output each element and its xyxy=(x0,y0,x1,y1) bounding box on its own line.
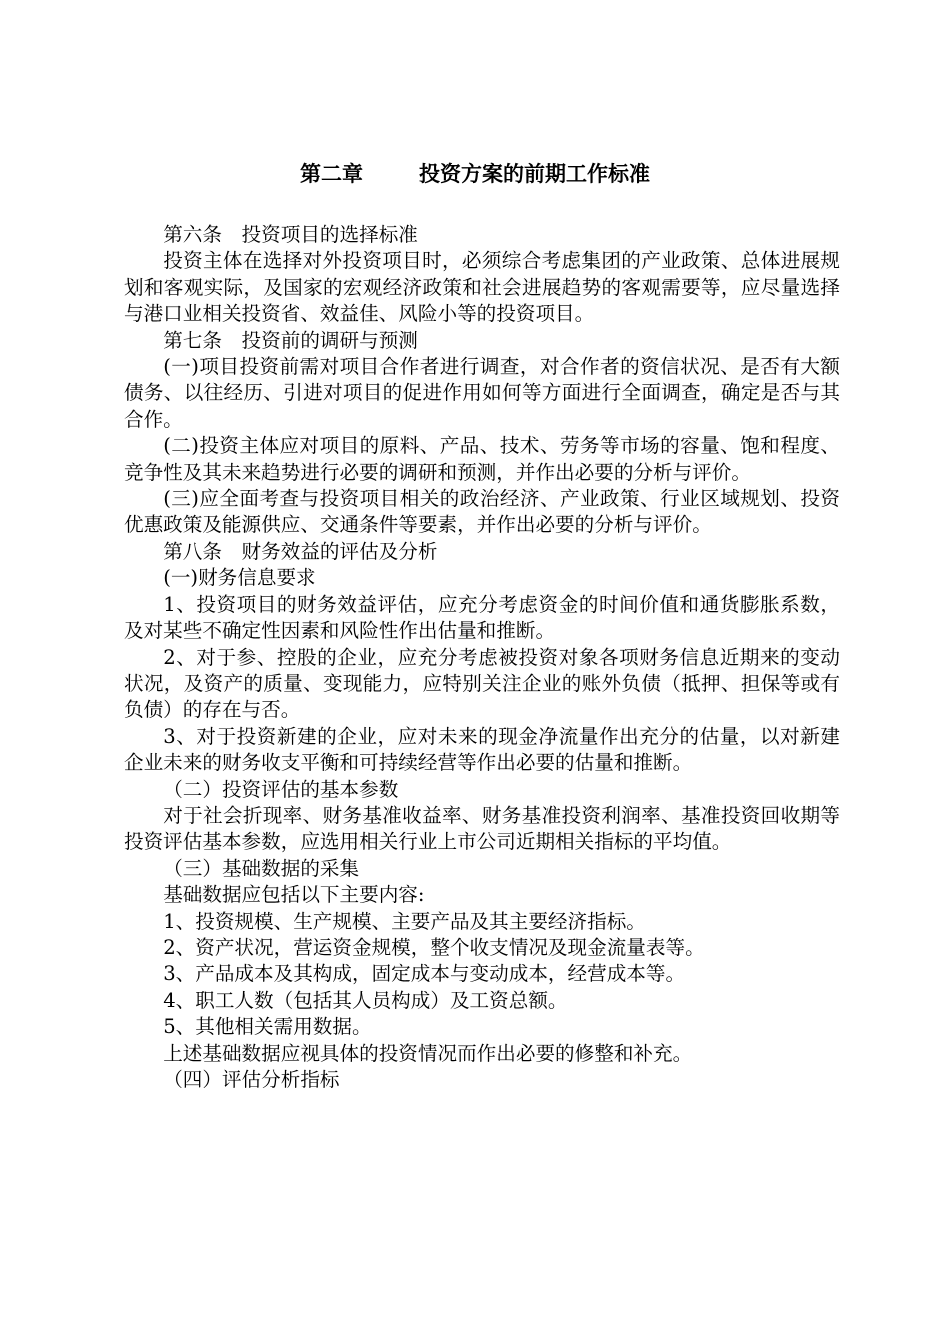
financial-info-item-1: 1、投资项目的财务效益评估，应充分考虑资金的时间价值和通货膨胀系数，及对某些不确定性因素和风险性作出估量和推断。 xyxy=(124,592,840,643)
chapter-body xyxy=(124,222,840,1093)
financial-info-item-2: 2、对于参、控股的企业，应充分考虑被投资对象各项财务信息近期来的变动状况，及资产的质量、变现能力，应特别关注企业的账外负债（抵押、担保等或有负债）的存在与否。 xyxy=(124,645,840,722)
section-indicators-heading: （四）评估分析指标 xyxy=(163,1068,340,1091)
data-collection-item-5: 5、其他相关需用数据。 xyxy=(163,1015,372,1039)
section-financial-info-heading: (一)财务信息要求 xyxy=(163,566,316,590)
data-collection-item-4: 4、职工人数（包括其人员构成）及工资总额。 xyxy=(163,988,568,1012)
section-parameters-heading: （二）投资评估的基本参数 xyxy=(163,777,399,801)
article-8-heading: 第八条 财务效益的评估及分析 xyxy=(163,539,438,563)
chapter-title-text: 投资方案的前期工作标准 xyxy=(419,162,650,186)
article-6-heading: 第六条 投资项目的选择标准 xyxy=(163,223,418,246)
article-7-item-2: (二)投资主体应对项目的原料、产品、技术、劳务等市场的容量、饱和程度、竞争性及其未来趋势进行必要的调研和预测，并作出必要的分析与评价。 xyxy=(124,434,840,484)
article-6-text: 投资主体在选择对外投资项目时，必须综合考虑集团的产业政策、总体进展规划和客观实际，及国家的宏观经济政策和社会进展趋势的客观需要等，应尽量选择与港口业相关投资省、效益佳、风险小等的投资项目。 xyxy=(124,249,840,326)
data-collection-item-1: 1、投资规模、生产规模、主要产品及其主要经济指标。 xyxy=(163,909,646,933)
data-collection-intro: 基础数据应包括以下主要内容: xyxy=(163,883,425,907)
parameters-text: 对于社会折现率、财务基准收益率、财务基准投资利润率、基准投资回收期等投资评估基本参数，应选用相关行业上市公司近期相关指标的平均值。 xyxy=(124,803,840,854)
article-7-item-1: (一)项目投资前需对项目合作者进行调查，对合作者的资信状况、是否有大额债务、以往经历、引进对项目的促进作用如何等方面进行全面调查，确定是否与其合作。 xyxy=(124,355,840,431)
data-collection-note: 上述基础数据应视具体的投资情况而作出必要的修整和补充。 xyxy=(163,1041,693,1065)
data-collection-item-3: 3、产品成本及其构成，固定成本与变动成本，经营成本等。 xyxy=(163,962,686,986)
section-data-collection-heading: （三）基础数据的采集 xyxy=(163,856,360,880)
article-7-heading: 第七条 投资前的调研与预测 xyxy=(163,328,418,352)
financial-info-item-3: 3、对于投资新建的企业，应对未来的现金净流量作出充分的估量，以对新建企业未来的财务收支平衡和可持续经营等作出必要的估量和推断。 xyxy=(124,724,840,775)
article-7-item-3: (三)应全面考查与投资项目相关的政治经济、产业政策、行业区域规划、投资优惠政策及能源供应、交通条件等要素，并作出必要的分析与评价。 xyxy=(124,487,840,537)
chapter-number: 第二章 xyxy=(300,162,363,186)
data-collection-item-2: 2、资产状况，营运资金规模，整个收支情况及现金流量表等。 xyxy=(163,935,705,959)
chapter-heading xyxy=(0,158,950,190)
